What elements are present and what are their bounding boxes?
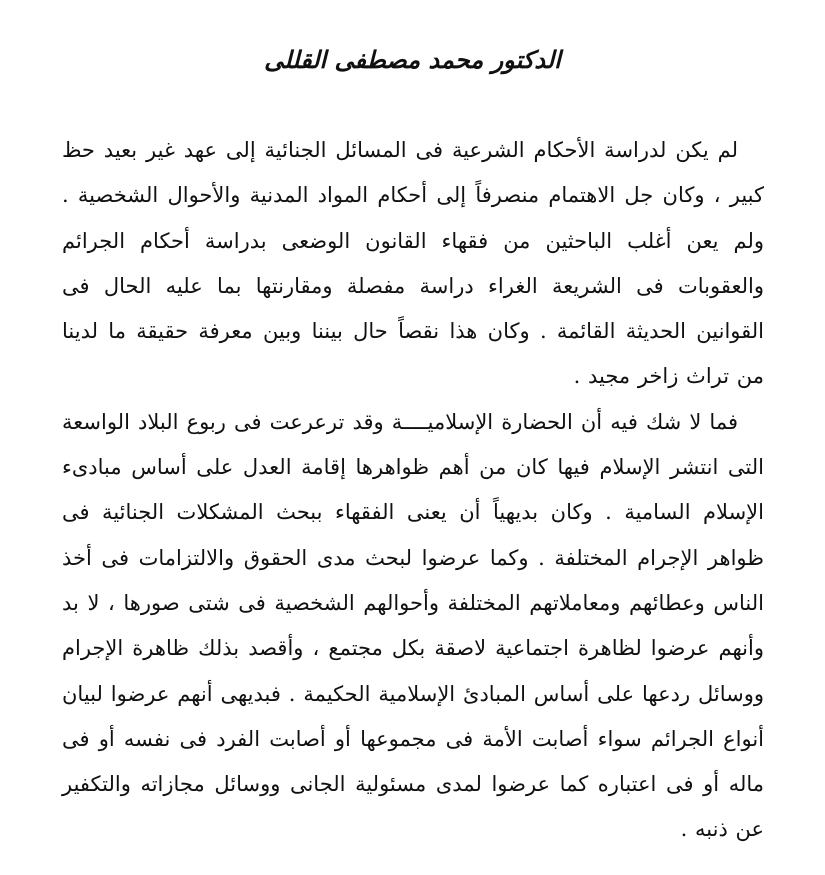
paragraph-1: لم يكن لدراسة الأحكام الشرعية فى المسائل الجنائية إلى عهد غير بعيد حظ كبير ، وكان جل الاهتمام منصرفاً إلى أحكام المواد المدنية والأحوال الشخصية . ولم يعن أغلب الباحثين من فقهاء القانون الوضعى بدراسة أحكام الجرائم والعقوبات فى الشريعة الغراء دراسة مفصلة ومقارنتها بما عليه الحال فى القوانين الحديثة القائمة . وكان هذا نقصاً حال بيننا وبين معرفة حقيقة ما لدينا من تراث زاخر مجيد . [62, 138, 764, 389]
author-heading: الدكتور محمد مصطفى القللى [264, 45, 561, 74]
paragraph-2: فما لا شك فيه أن الحضارة الإسلاميــــة وقد ترعرعت فى ربوع البلاد الواسعة التى انتشر الإسلام فيها كان من أهم ظواهرها إقامة العدل على أساس مبادىء الإسلام السامية . وكان بديهياً أن يعنى الفقهاء ببحث المشكلات الجنائية فى ظواهر الإجرام المختلفة . وكما عرضوا لبحث مدى الحقوق والالتزامات فى أخذ الناس وعطائهم ومعاملاتهم المختلفة وأحوالهم الشخصية فى شتى صورها ، لا بد وأنهم عرضوا لظاهرة اجتماعية لاصقة بكل مجتمع ، وأقصد بذلك ظاهرة الإجرام ووسائل ردعها على أساس المبادئ الإسلامية الحكيمة . فبديهى أنهم عرضوا لبيان أنواع الجرائم سواء أصابت الأمة فى مجموعها أو أصابت الفرد فى نفسه أو فى ماله أو فى اعتباره كما عرضوا لمدى مسئولية الجانى ووسائل مجازاته والتكفير عن ذنبه . [62, 409, 764, 842]
body-text [62, 128, 764, 853]
